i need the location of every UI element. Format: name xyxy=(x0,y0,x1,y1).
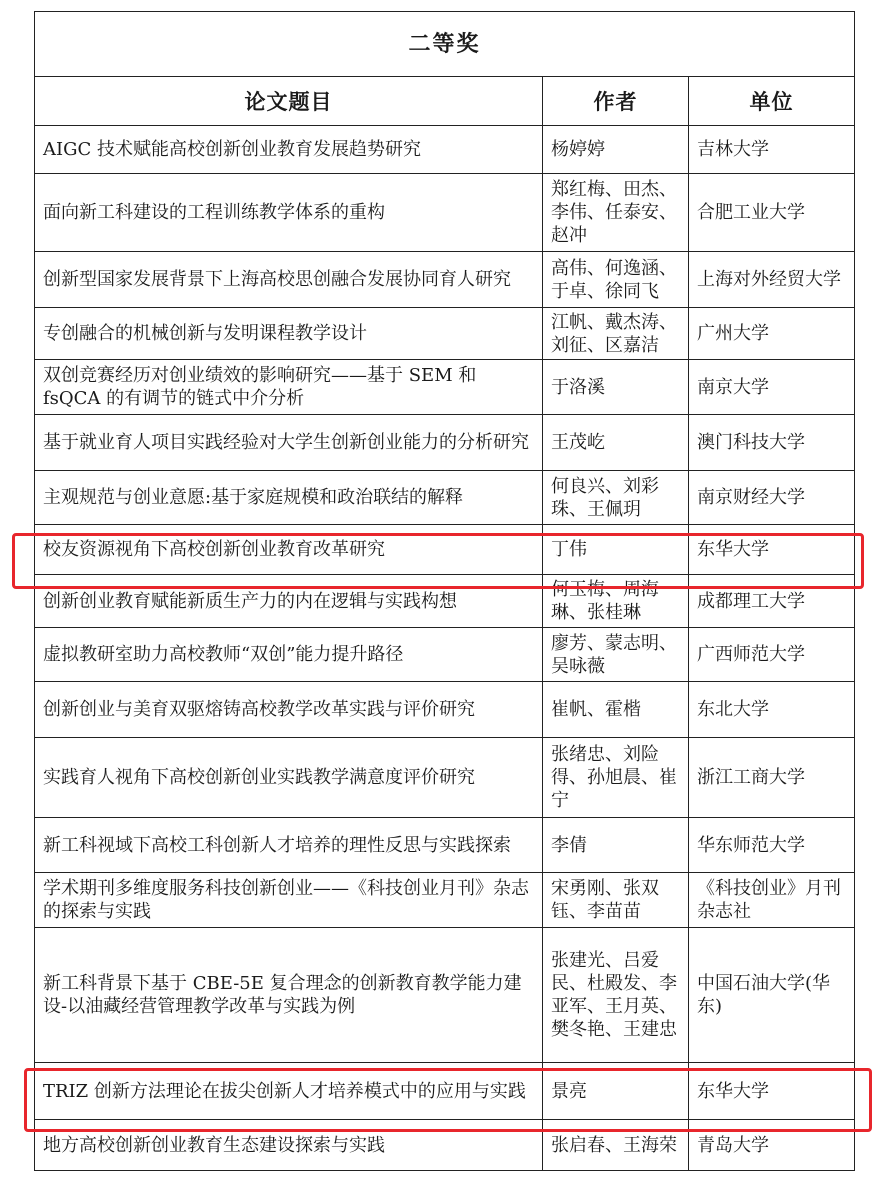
table-row xyxy=(35,818,855,873)
table-row xyxy=(35,308,855,360)
unit-cell: 合肥工业大学 xyxy=(689,174,855,252)
paper-title-cell: 学术期刊多维度服务科技创新创业——《科技创业月刊》杂志的探索与实践 xyxy=(35,873,543,928)
unit-cell: 中国石油大学(华东) xyxy=(689,928,855,1063)
unit-cell: 广州大学 xyxy=(689,308,855,360)
unit-cell: 南京财经大学 xyxy=(689,471,855,525)
authors-cell: 郑红梅、田杰、李伟、任泰安、赵冲 xyxy=(543,174,689,252)
authors-cell: 何良兴、刘彩珠、王佩玥 xyxy=(543,471,689,525)
table-row xyxy=(35,628,855,682)
paper-title-cell: TRIZ 创新方法理论在拔尖创新人才培养模式中的应用与实践 xyxy=(35,1063,543,1120)
authors-cell: 于洛溪 xyxy=(543,360,689,415)
unit-cell: 《科技创业》月刊杂志社 xyxy=(689,873,855,928)
table-row xyxy=(35,928,855,1063)
paper-title-cell: 地方高校创新创业教育生态建设探索与实践 xyxy=(35,1120,543,1171)
table-row xyxy=(35,575,855,628)
paper-title-cell: 主观规范与创业意愿:基于家庭规模和政治联结的解释 xyxy=(35,471,543,525)
authors-cell: 张绪忠、刘险得、孙旭晨、崔宁 xyxy=(543,738,689,818)
table-row xyxy=(35,682,855,738)
paper-title-cell: 新工科背景下基于 CBE-5E 复合理念的创新教育教学能力建设-以油藏经营管理教学改革与实践为例 xyxy=(35,928,543,1063)
unit-cell: 华东师范大学 xyxy=(689,818,855,873)
authors-cell: 崔帆、霍楷 xyxy=(543,682,689,738)
authors-cell: 李倩 xyxy=(543,818,689,873)
authors-cell: 王茂屹 xyxy=(543,415,689,471)
paper-title-cell: 创新型国家发展背景下上海高校思创融合发展协同育人研究 xyxy=(35,252,543,308)
paper-title-cell: 基于就业育人项目实践经验对大学生创新创业能力的分析研究 xyxy=(35,415,543,471)
authors-cell: 景亮 xyxy=(543,1063,689,1120)
table-row xyxy=(35,738,855,818)
authors-cell: 江帆、戴杰涛、刘征、区嘉洁 xyxy=(543,308,689,360)
unit-cell: 上海对外经贸大学 xyxy=(689,252,855,308)
table-row xyxy=(35,525,855,575)
paper-title-cell: 创新创业教育赋能新质生产力的内在逻辑与实践构想 xyxy=(35,575,543,628)
authors-cell: 何玉梅、周海琳、张桂琳 xyxy=(543,575,689,628)
unit-cell: 东华大学 xyxy=(689,1063,855,1120)
unit-cell: 浙江工商大学 xyxy=(689,738,855,818)
paper-title-cell: 实践育人视角下高校创新创业实践教学满意度评价研究 xyxy=(35,738,543,818)
paper-title-cell: 面向新工科建设的工程训练教学体系的重构 xyxy=(35,174,543,252)
table-row xyxy=(35,126,855,174)
authors-cell: 张建光、吕爱民、杜殿发、李亚军、王月英、樊冬艳、王建忠 xyxy=(543,928,689,1063)
table-row xyxy=(35,415,855,471)
second-prize-table xyxy=(34,11,855,1171)
table-row xyxy=(35,1120,855,1171)
header-unit: 单位 xyxy=(689,77,855,126)
authors-cell: 丁伟 xyxy=(543,525,689,575)
paper-title-cell: 校友资源视角下高校创新创业教育改革研究 xyxy=(35,525,543,575)
unit-cell: 吉林大学 xyxy=(689,126,855,174)
table-row xyxy=(35,471,855,525)
table-row xyxy=(35,252,855,308)
authors-cell: 高伟、何逸涵、于卓、徐同飞 xyxy=(543,252,689,308)
authors-cell: 廖芳、蒙志明、吴咏薇 xyxy=(543,628,689,682)
table-title: 二等奖 xyxy=(35,12,855,77)
table-row xyxy=(35,873,855,928)
paper-title-cell: 虚拟教研室助力高校教师“双创”能力提升路径 xyxy=(35,628,543,682)
header-title: 论文题目 xyxy=(35,77,543,126)
table-row xyxy=(35,360,855,415)
paper-title-cell: 双创竞赛经历对创业绩效的影响研究——基于 SEM 和 fsQCA 的有调节的链式中介分析 xyxy=(35,360,543,415)
paper-title-cell: 创新创业与美育双驱熔铸高校教学改革实践与评价研究 xyxy=(35,682,543,738)
paper-title-cell: 专创融合的机械创新与发明课程教学设计 xyxy=(35,308,543,360)
authors-cell: 张启春、王海荣 xyxy=(543,1120,689,1171)
table-row xyxy=(35,174,855,252)
unit-cell: 广西师范大学 xyxy=(689,628,855,682)
paper-title-cell: AIGC 技术赋能高校创新创业教育发展趋势研究 xyxy=(35,126,543,174)
unit-cell: 青岛大学 xyxy=(689,1120,855,1171)
authors-cell: 宋勇刚、张双钰、李苗苗 xyxy=(543,873,689,928)
unit-cell: 成都理工大学 xyxy=(689,575,855,628)
awards-table-sheet xyxy=(34,11,854,1171)
header-authors: 作者 xyxy=(543,77,689,126)
table-row xyxy=(35,1063,855,1120)
unit-cell: 东北大学 xyxy=(689,682,855,738)
unit-cell: 澳门科技大学 xyxy=(689,415,855,471)
paper-title-cell: 新工科视域下高校工科创新人才培养的理性反思与实践探索 xyxy=(35,818,543,873)
unit-cell: 南京大学 xyxy=(689,360,855,415)
authors-cell: 杨婷婷 xyxy=(543,126,689,174)
unit-cell: 东华大学 xyxy=(689,525,855,575)
